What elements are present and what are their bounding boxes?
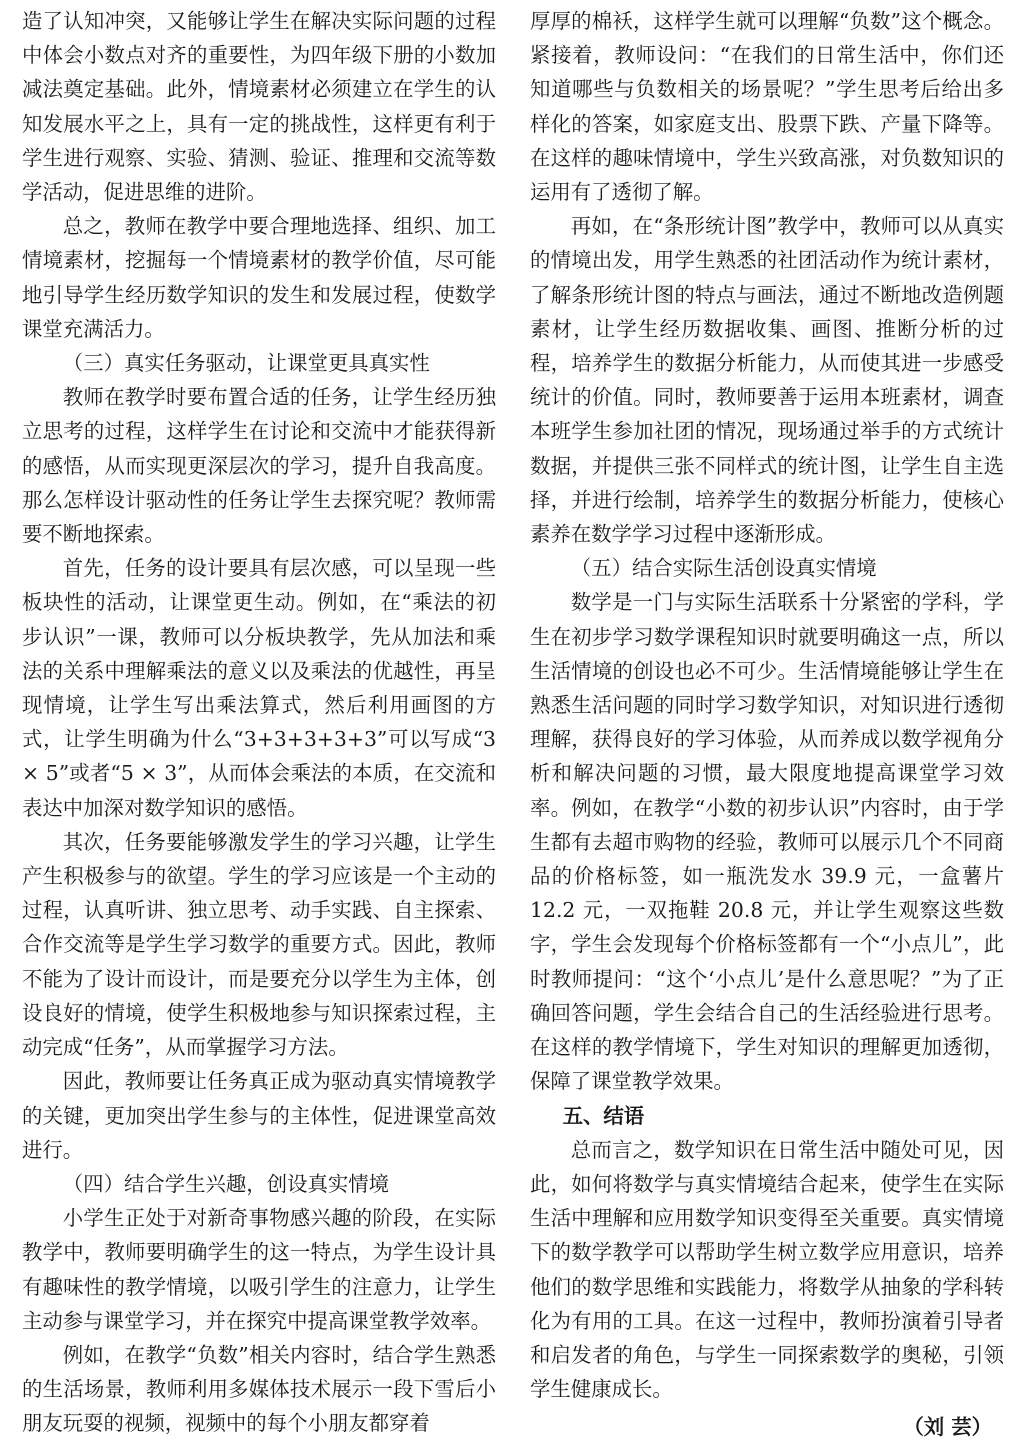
section-heading: （三）真实任务驱动，让课堂更具真实性 bbox=[62, 351, 430, 376]
paragraph: 总而言之，数学知识在日常生活中随处可见，因此，如何将数学与真实情境结合起来，使学生在实际生活中理解和应用数学知识变得至关重要。真实情境下的数学教学可以帮助学生树立数学应用意识，培养他们的数学思维和实践能力，将数学从抽象的学科转化为有用的工具。在这一过程中，教师扮演着引导者和启发者的角色，与学生一同探索数学的奥秘，引领学生健康成长。 bbox=[530, 1137, 1004, 1402]
paragraph: 小学生正处于对新奇事物感兴趣的阶段，在实际教学中，教师要明确学生的这一特点，为学生设计具有趣味性的教学情境，以吸引学生的注意力，让学生主动参与课堂学习，并在探究中提高课堂教学效率。 bbox=[22, 1206, 496, 1333]
right-column bbox=[530, 4, 1004, 1440]
section-heading: （四）结合学生兴趣，创设真实情境 bbox=[62, 1171, 390, 1196]
paragraph: 造了认知冲突，又能够让学生在解决实际问题的过程中体会小数点对齐的重要性，为四年级下册的小数加减法奠定基础。此外，情境素材必须建立在学生的认知发展水平之上，具有一定的挑战性，这样更有利于学生进行观察、实验、猜测、验证、推理和交流等数学活动，促进思维的进阶。 bbox=[22, 9, 496, 205]
left-column bbox=[22, 4, 496, 1436]
paragraph: 其次，任务要能够激发学生的学习兴趣，让学生产生积极参与的欲望。学生的学习应该是一个主动的过程，认真听讲、独立思考、动手实践、自主探索、合作交流等是学生学习数学的重要方式。因此，教师不能为了设计而设计，而是要充分以学生为主体，创设良好的情境，使学生积极地参与知识探索过程，主动完成“任务”，从而掌握学习方法。 bbox=[22, 829, 496, 1060]
paragraph: 首先，任务的设计要具有层次感，可以呈现一些板块性的活动，让课堂更生动。例如，在“乘法的初步认识”一课，教师可以分板块教学，先从加法和乘法的关系中理解乘法的意义以及乘法的优越性，再呈现情境，让学生写出乘法算式，然后利用画图的方式，让学生明确为什么“3+3+3+3+3”可以写成“3 × 5”或者“5 × 3”，从而体会乘法的本质，在交流和表达中加深对数学知识的感悟。 bbox=[22, 556, 496, 820]
paragraph: 总之，教师在教学中要合理地选择、组织、加工情境素材，挖掘每一个情境素材的教学价值，尽可能地引导学生经历数学知识的发生和发展过程，使数学课堂充满活力。 bbox=[22, 214, 496, 341]
paragraph: 数学是一门与实际生活联系十分紧密的学科，学生在初步学习数学课程知识时就要明确这一点，所以生活情境的创设也必不可少。生活情境能够让学生在熟悉生活问题的同时学习数学知识，对知识进行透彻理解，获得良好的学习体验，从而养成以数学视角分析和解决问题的习惯，最大限度地提高课堂学习效率。例如，在教学“小数的初步认识”内容时，由于学生都有去超市购物的经验，教师可以展示几个不同商品的价格标签，如一瓶洗发水 39.9 元，一盒薯片 12.2 元，一双拖鞋 20.8 元，并让学生观察这些数字，学生会发现每个价格标签都有一个“小点儿”，此时教师提问：“这个‘小点儿’是什么意思呢？”为了正确回答问题，学生会结合自己的生活经验进行思考。在这样的教学情境下，学生对知识的理解更加透彻，保障了课堂教学效果。 bbox=[530, 590, 1004, 1094]
paragraph: 教师在教学时要布置合适的任务，让学生经历独立思考的过程，这样学生在讨论和交流中才能获得新的感悟，从而实现更深层次的学习，提升自我高度。那么怎样设计驱动性的任务让学生去探究呢？教师需要不断地探索。 bbox=[22, 385, 496, 547]
paragraph: 例如，在教学“负数”相关内容时，结合学生熟悉的生活场景，教师利用多媒体技术展示一段下雪后小朋友玩耍的视频，视频中的每个小朋友都穿着 bbox=[22, 1342, 496, 1436]
paragraph: 厚厚的棉袄，这样学生就可以理解“负数”这个概念。紧接着，教师设问：“在我们的日常生活中，你们还知道哪些与负数相关的场景呢？”学生思考后给出多样化的答案，如家庭支出、股票下跌、产量下降等。在这样的趣味情境中，学生兴致高涨，对负数知识的运用有了透彻了解。 bbox=[530, 9, 1004, 205]
conclusion-heading: 五、结语 bbox=[562, 1103, 645, 1128]
paragraph: 再如，在“条形统计图”教学中，教师可以从真实的情境出发，用学生熟悉的社团活动作为统计素材，了解条形统计图的特点与画法，通过不断地改造例题素材，让学生经历数据收集、画图、推断分析的过程，培养学生的数据分析能力，从而使其进一步感受统计的价值。同时，教师要善于运用本班素材，调查本班学生参加社团的情况，现场通过举手的方式统计数据，并提供三张不同样式的统计图，让学生自主选择，并进行绘制，培养学生的数据分析能力，使核心素养在数学学习过程中逐渐形成。 bbox=[530, 214, 1004, 547]
author-signature: （刘 芸） bbox=[903, 1415, 992, 1440]
paragraph: 因此，教师要让任务真正成为驱动真实情境教学的关键，更加突出学生参与的主体性，促进课堂高效进行。 bbox=[22, 1069, 496, 1162]
section-heading: （五）结合实际生活创设真实情境 bbox=[570, 556, 877, 581]
